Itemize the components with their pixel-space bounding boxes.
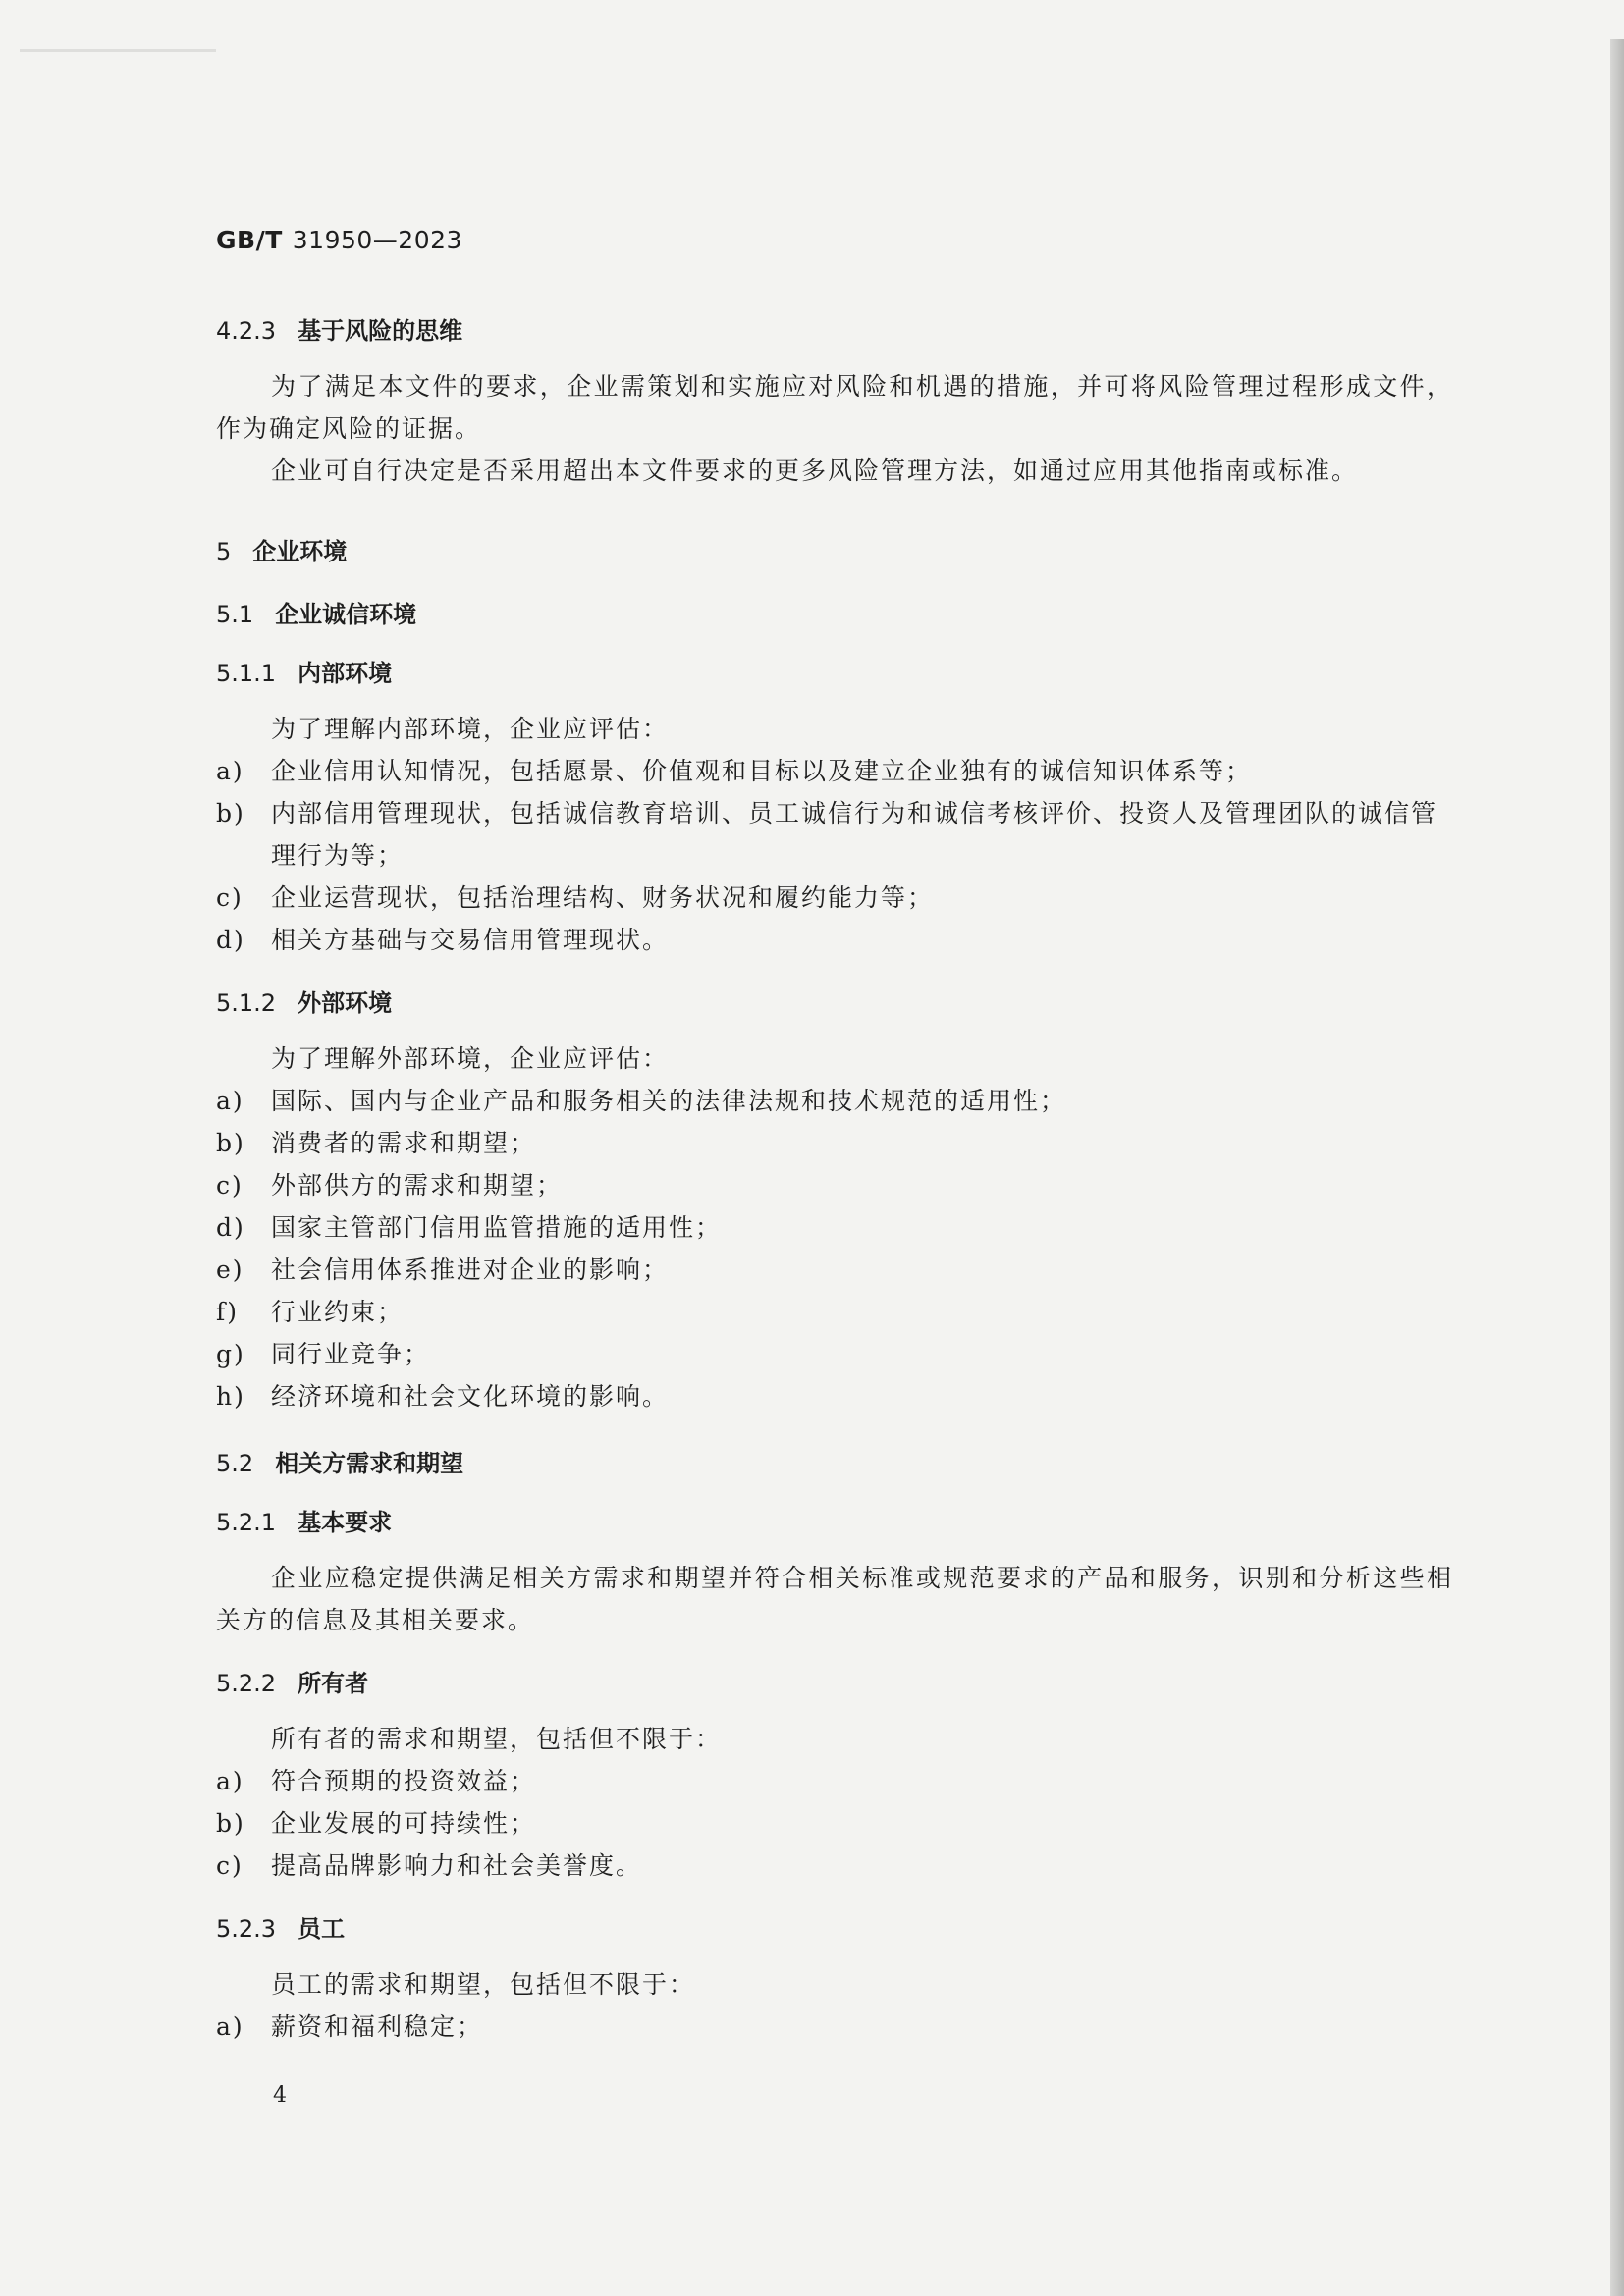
list-marker: a) xyxy=(216,757,244,785)
list-marker: a) xyxy=(216,1087,244,1115)
section-title: 基于风险的思维 xyxy=(298,317,463,345)
list-item-text: 相关方基础与交易信用管理现状。 xyxy=(271,926,670,954)
list-item xyxy=(216,792,1453,877)
list-marker: e) xyxy=(216,1255,244,1284)
list-item xyxy=(216,750,1453,792)
paragraph: 为了满足本文件的要求，企业需策划和实施应对风险和机遇的措施，并可将风险管理过程形成文件，作为确定风险的证据。 xyxy=(216,372,1453,443)
list-item xyxy=(216,1760,1453,1802)
list-item xyxy=(216,1333,1453,1375)
item-list xyxy=(216,1080,1453,1417)
section-heading xyxy=(216,314,1453,347)
list-item-text: 企业运营现状，包括治理结构、财务状况和履约能力等； xyxy=(271,883,935,912)
list-item xyxy=(216,2005,1453,2048)
standard-code-header xyxy=(216,226,462,254)
section-heading xyxy=(216,1667,1453,1700)
section-number: 5 xyxy=(216,538,232,565)
list-marker: a) xyxy=(216,2012,244,2041)
section-number: 5.2.2 xyxy=(216,1670,277,1697)
section-number: 5.1.2 xyxy=(216,989,277,1017)
item-list xyxy=(216,1760,1453,1887)
list-marker: c) xyxy=(216,1851,244,1880)
list-item xyxy=(216,1206,1453,1249)
section-heading xyxy=(216,657,1453,690)
list-marker: b) xyxy=(216,1809,245,1838)
section-title: 相关方需求和期望 xyxy=(275,1450,464,1477)
list-item-text: 行业约束； xyxy=(271,1298,405,1326)
section-heading xyxy=(216,598,1453,631)
section-number: 4.2.3 xyxy=(216,317,277,345)
list-item-text: 社会信用体系推进对企业的影响； xyxy=(271,1255,670,1284)
list-item xyxy=(216,877,1453,919)
list-item xyxy=(216,1375,1453,1417)
section-title: 企业诚信环境 xyxy=(275,601,417,628)
section-title: 所有者 xyxy=(298,1670,369,1697)
section-heading xyxy=(216,1447,1453,1480)
section-heading xyxy=(216,1506,1453,1539)
list-marker: d) xyxy=(216,926,245,954)
list-marker: c) xyxy=(216,883,244,912)
page-number: 4 xyxy=(273,2083,287,2108)
item-list xyxy=(216,2005,1453,2048)
section-title: 企业环境 xyxy=(252,538,348,565)
section-number: 5.2.1 xyxy=(216,1509,277,1536)
section-number: 5.1 xyxy=(216,601,254,628)
list-item xyxy=(216,1122,1453,1164)
section-title: 内部环境 xyxy=(298,660,393,687)
list-item-text: 外部供方的需求和期望； xyxy=(271,1171,564,1200)
section-title: 基本要求 xyxy=(298,1509,393,1536)
scan-artifact xyxy=(20,49,216,52)
list-marker: f) xyxy=(216,1298,240,1326)
section-heading xyxy=(216,1912,1453,1946)
list-item xyxy=(216,1802,1453,1844)
list-item xyxy=(216,1844,1453,1887)
standard-prefix: GB/T xyxy=(216,226,283,254)
list-marker: b) xyxy=(216,1129,245,1157)
paragraph: 企业应稳定提供满足相关方需求和期望并符合相关标准或规范要求的产品和服务，识别和分析这些相关方的信息及其相关要求。 xyxy=(216,1564,1453,1634)
list-marker: g) xyxy=(216,1340,245,1368)
list-intro: 为了理解内部环境，企业应评估： xyxy=(271,715,670,743)
list-item xyxy=(216,1249,1453,1291)
section-heading xyxy=(216,535,1453,568)
section-title: 员工 xyxy=(298,1915,346,1943)
list-item-text: 消费者的需求和期望； xyxy=(271,1129,537,1157)
list-marker: h) xyxy=(216,1382,245,1411)
list-item xyxy=(216,1291,1453,1333)
section-number: 5.2 xyxy=(216,1450,254,1477)
section-number: 5.1.1 xyxy=(216,660,277,687)
list-item-text: 薪资和福利稳定； xyxy=(271,2012,484,2041)
list-item-text: 国际、国内与企业产品和服务相关的法律法规和技术规范的适用性； xyxy=(271,1087,1067,1115)
document-body xyxy=(216,314,1453,2048)
list-intro: 所有者的需求和期望，包括但不限于： xyxy=(271,1725,723,1753)
section-heading xyxy=(216,987,1453,1020)
scan-edge-shadow xyxy=(1610,39,1624,2296)
list-item xyxy=(216,1080,1453,1122)
list-item xyxy=(216,919,1453,961)
list-item-text: 国家主管部门信用监管措施的适用性； xyxy=(271,1213,723,1242)
section-title: 外部环境 xyxy=(298,989,393,1017)
list-intro: 为了理解外部环境，企业应评估： xyxy=(271,1044,670,1073)
list-item-text: 企业发展的可持续性； xyxy=(271,1809,537,1838)
list-marker: d) xyxy=(216,1213,245,1242)
list-item-text: 符合预期的投资效益； xyxy=(271,1767,537,1795)
list-item xyxy=(216,1164,1453,1206)
paragraph: 企业可自行决定是否采用超出本文件要求的更多风险管理方法，如通过应用其他指南或标准。 xyxy=(271,456,1359,485)
list-marker: b) xyxy=(216,799,245,828)
section-number: 5.2.3 xyxy=(216,1915,277,1943)
standard-number: 31950—2023 xyxy=(292,226,462,254)
list-item-text: 经济环境和社会文化环境的影响。 xyxy=(271,1382,670,1411)
list-item-text: 内部信用管理现状，包括诚信教育培训、员工诚信行为和诚信考核评价、投资人及管理团队的诚信管理行为等； xyxy=(271,799,1438,870)
list-intro: 员工的需求和期望，包括但不限于： xyxy=(271,1970,696,1999)
list-marker: c) xyxy=(216,1171,244,1200)
list-item-text: 同行业竞争； xyxy=(271,1340,431,1368)
list-item-text: 提高品牌影响力和社会美誉度。 xyxy=(271,1851,643,1880)
list-item-text: 企业信用认知情况，包括愿景、价值观和目标以及建立企业独有的诚信知识体系等； xyxy=(271,757,1253,785)
list-marker: a) xyxy=(216,1767,244,1795)
item-list xyxy=(216,750,1453,961)
